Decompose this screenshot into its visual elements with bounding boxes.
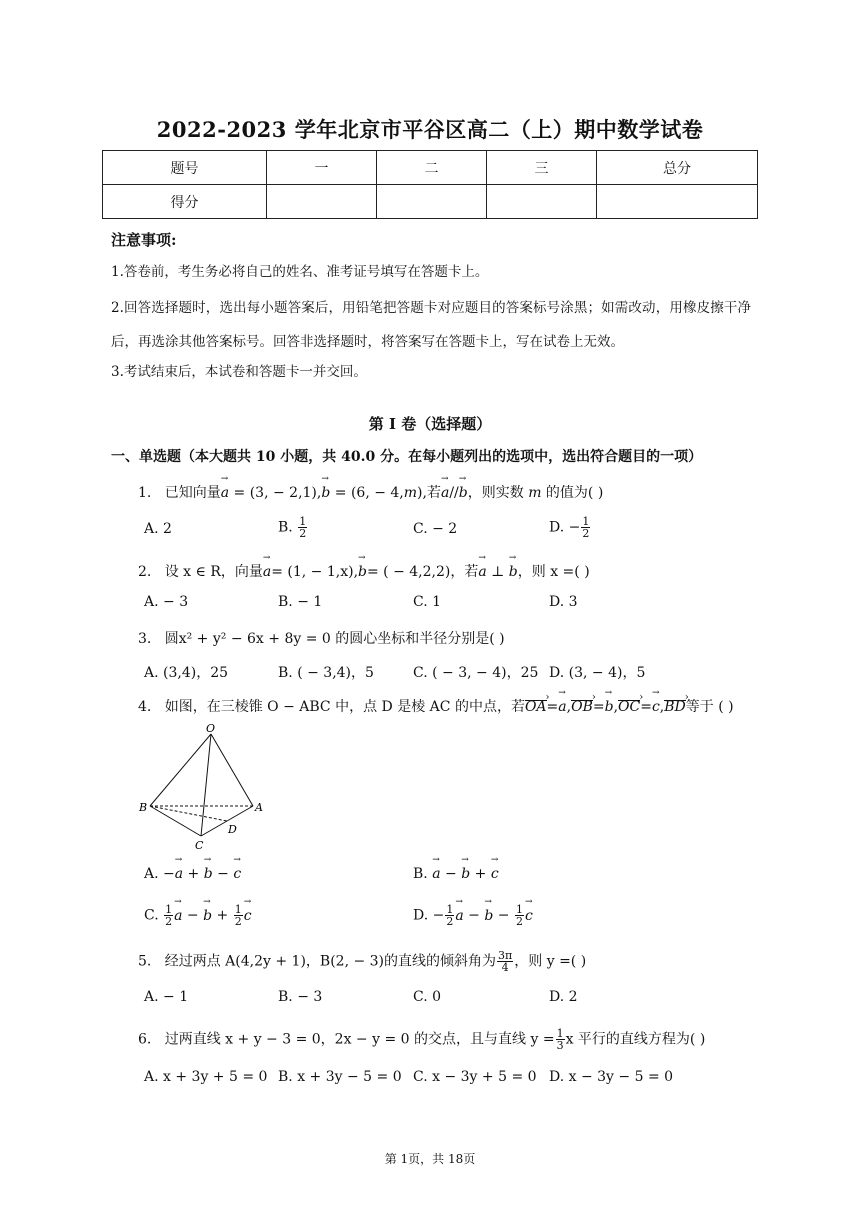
score-header-cell: 三 [487,151,597,185]
q1-option-b[interactable] [278,516,308,539]
q4-option-d[interactable]: D. − $\frac{1}{2}$ → a − → b − $\frac{1}{2}$ → c [413,904,533,927]
option-label: D. − [413,907,445,924]
question-variable: m [528,485,542,501]
vector-a: → a [221,485,229,501]
fraction: $\frac{1}{2}$ [299,515,307,540]
question-text: 如图，在三棱锥 O − ABC 中，点 D 是棱 AC 的中点，若 [164,699,525,715]
q3-option-c[interactable]: C. ( − 3, − 4)，25 [413,665,539,681]
q1-option-a[interactable]: A. 2 [144,521,172,537]
q4-option-c[interactable]: C. $\frac{1}{2}$ → a − → b + $\frac{1}{2}$ → c [144,904,252,927]
fraction: $\frac{1}{3}$ [556,1027,564,1052]
q3-option-a[interactable]: A. (3,4)，25 [144,665,229,681]
question-5 [138,950,586,973]
label-d: D [228,823,237,836]
question-text: = (6, − 4, [334,485,404,501]
q5-option-c[interactable]: C. 0 [413,989,442,1005]
question-text: ),若 [417,485,441,501]
question-text: = (3, − 2,1), [233,485,322,501]
note-item-2: 2.回答选择题时，选出每小题答案后，用铅笔把答题卡对应题目的答案标号涂黑；如需改动，用橡皮擦干净后，再选涂其他答案标号。回答非选择题时，将答案写在答题卡上，写在试卷上无效。 [111,300,751,350]
question-number: 2. [138,564,152,580]
question-text: 过两直线 x + y − 3 = 0，2x − y = 0 的交点，且与直线 y = [164,1031,555,1048]
option-label: B. [278,519,298,536]
q4-option-a[interactable]: A. −→ a + → b − → c [144,866,241,882]
q2-option-b[interactable]: B. − 1 [278,594,323,610]
question-text: = ( − 4,2,2)，若 [367,564,479,580]
label-c: C [195,839,204,852]
note-item-1: 1.答卷前，考生务必将自己的姓名、准考证号填写在答题卡上。 [111,264,489,280]
vector-b: → b [509,564,518,580]
q2-option-a[interactable]: A. − 3 [144,594,189,610]
question-text: ，则实数 [467,485,524,501]
score-cell [597,185,758,219]
label-b: B [139,801,148,814]
vector-a: → a [263,564,271,580]
q1-option-c[interactable]: C. − 2 [413,521,458,537]
vector-b: → b [358,564,367,580]
question-text: ，则 x =( ) [517,564,590,580]
vector-a: → a [558,699,566,715]
option-label: A. − [144,866,175,882]
question-number: 5. [138,953,152,970]
q6-option-a[interactable]: A. x + 3y + 5 = 0 [144,1069,268,1085]
question-4: 4. 如图，在三棱锥 O − ABC 中，点 D 是棱 AC 的中点，若OA ›=→ a,OB ›=→ b,OC ›=→ c,BD ›等于 ( ) [138,696,734,716]
vector-ob: OB › [571,700,593,714]
vector-b: → b [321,485,330,501]
score-header-cell: 总分 [597,151,758,185]
score-table-score-row [103,185,758,219]
question-text: = (1, − 1,x), [271,564,359,580]
question-text: ，则 y =( ) [514,953,587,970]
vector-oc: OC › [618,700,640,714]
score-table [102,150,758,219]
vector-oa: OA › [525,700,547,714]
question-text: 已知向量 [164,485,221,501]
question-text: 圆x² + y² − 6x + 8y = 0 的圆心坐标和半径分别是( ) [164,631,505,647]
question-number: 1. [138,485,152,501]
q5-option-d[interactable]: D. 2 [549,989,578,1005]
question-text: 经过两点 A(4,2y + 1)，B(2, − 3)的直线的倾斜角为 [164,953,497,970]
question-text: 的值为( ) [545,485,604,501]
q4-option-b[interactable]: B. → a − → b + → c [413,866,499,882]
q5-option-a[interactable]: A. − 1 [144,989,189,1005]
note-item-3: 3.考试结束后，本试卷和答题卡一并交回。 [111,364,367,380]
q2-option-d[interactable]: D. 3 [549,594,578,610]
vector-b: → b [459,485,468,501]
question-text: 设 x ∈ R，向量 [164,564,263,580]
question-1: 1. 已知向量→ a = (3, − 2,1),→ b = (6, − 4,m),若→ a//→ b，则实数 m 的值为( ) [138,482,603,502]
label-o: O [206,722,216,735]
q2-option-c[interactable]: C. 1 [413,594,442,610]
q3-option-d[interactable]: D. (3, − 4)，5 [549,665,646,681]
fraction: $\frac{3\pi}{4}$ [498,949,513,974]
fraction: $\frac{1}{2}$ [582,515,590,540]
notes-heading: 注意事项: [111,231,177,249]
score-cell [487,185,597,219]
question-6 [138,1028,705,1051]
q1-option-d[interactable] [549,516,591,539]
vector-b: → b [605,699,614,715]
page-footer: 第 1页，共 18页 [384,1152,476,1166]
q3-option-b[interactable]: B. ( − 3,4)，5 [278,665,374,681]
q6-option-b[interactable]: B. x + 3y − 5 = 0 [278,1069,402,1085]
question-number: 4. [138,699,152,715]
question-text: ⊥ [491,564,505,580]
question-2 [138,561,590,581]
question-3 [138,628,505,648]
section-title: 第 I 卷（选择题） [368,415,492,433]
tetrahedron-figure [135,722,270,852]
score-cell [267,185,377,219]
vector-c: → c [652,699,660,715]
q5-option-b[interactable]: B. − 3 [278,989,323,1005]
vector-a: → a [478,564,486,580]
label-a: A [255,801,263,814]
q6-option-c[interactable]: C. x − 3y + 5 = 0 [413,1069,537,1085]
question-number: 3. [138,631,152,647]
option-label: D. − [549,519,581,536]
score-cell [377,185,487,219]
score-header-cell: 题号 [103,151,267,185]
score-header-cell: 一 [267,151,377,185]
exam-title: 2022-2023 学年北京市平谷区高二（上）期中数学试卷 [156,117,704,142]
score-table-header-row [103,151,758,185]
q6-option-d[interactable]: D. x − 3y − 5 = 0 [549,1069,674,1085]
question-text: // [449,485,459,501]
vector-a: → a [441,485,449,501]
score-row-label: 得分 [103,185,267,219]
score-header-cell: 二 [377,151,487,185]
question-text: x 平行的直线方程为( ) [565,1031,706,1048]
vector-bd: BD › [664,700,686,714]
question-text: 等于 ( ) [685,699,734,715]
part-title: 一、单选题（本大题共 10 小题，共 40.0 分。在每小题列出的选项中，选出符合题目的一项） [111,449,703,465]
question-number: 6. [138,1031,152,1048]
